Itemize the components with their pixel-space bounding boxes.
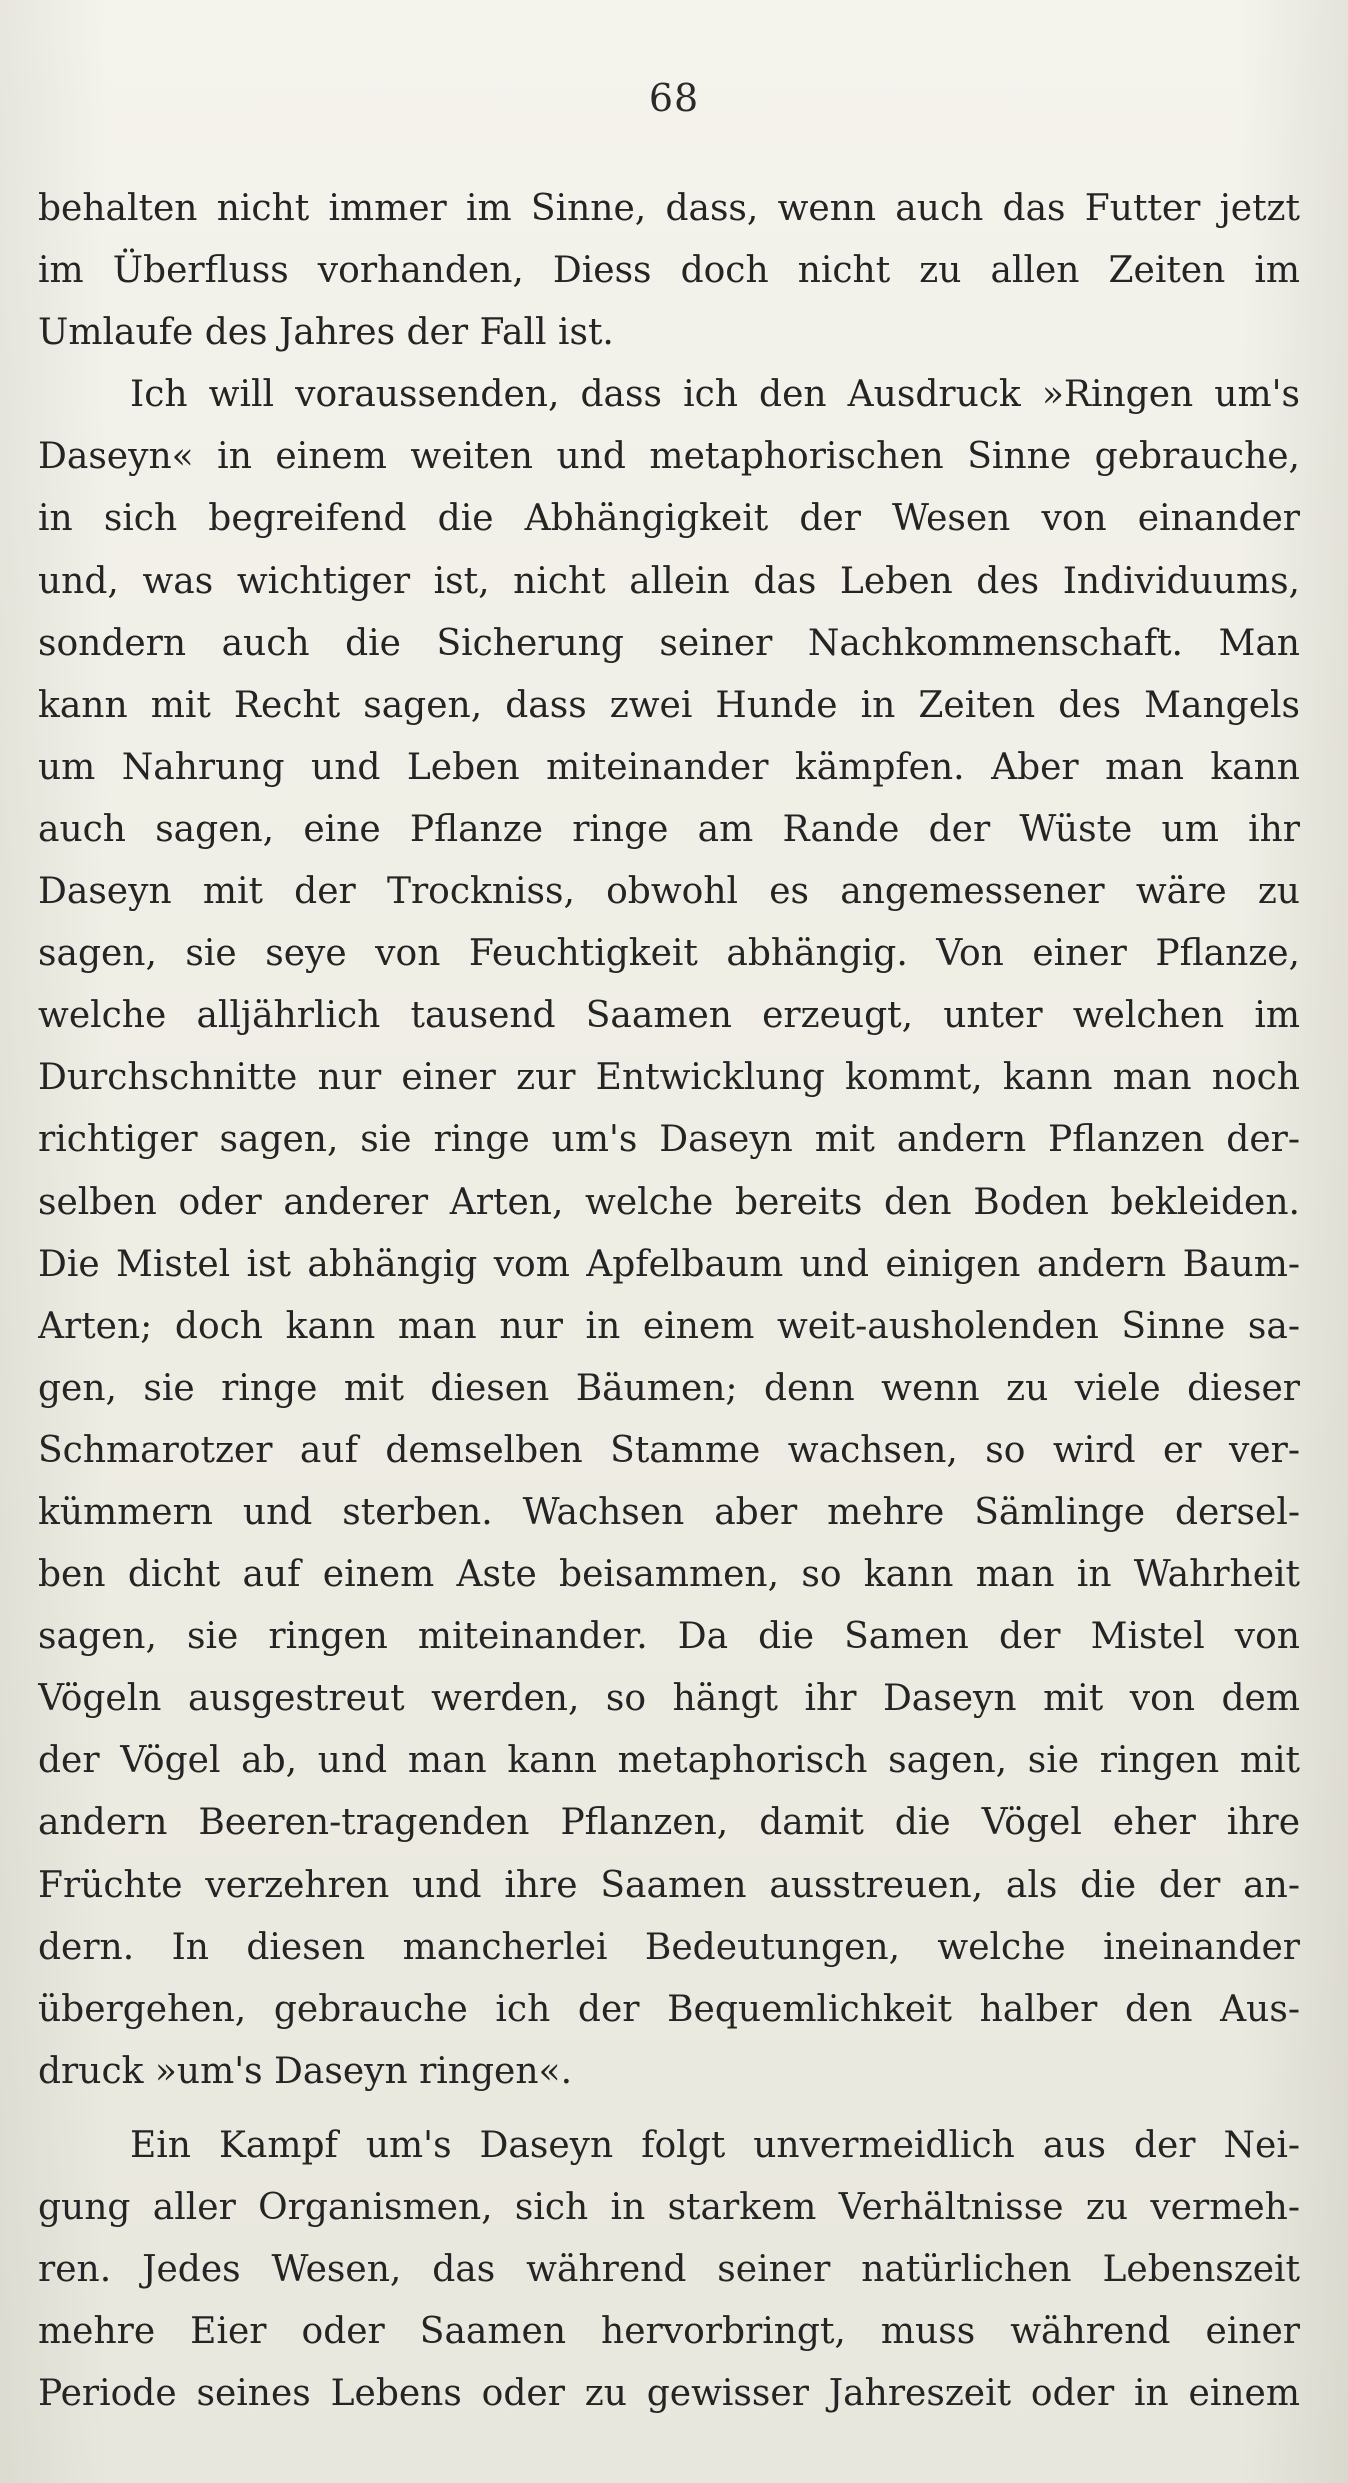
text-line: Periode seines Lebens oder zu gewisser Jahreszeit oder in einem	[38, 2373, 1300, 2415]
text-line: ren. Jedes Wesen, das während seiner natürlichen Lebenszeit	[38, 2249, 1300, 2291]
text-line: Daseyn« in einem weiten und metaphorischen Sinne gebrauche,	[38, 436, 1300, 478]
text-line: in sich begreifend die Abhängigkeit der Wesen von einander	[38, 498, 1300, 540]
text-line: Umlaufe des Jahres der Fall ist.	[38, 312, 614, 354]
paragraph-first-line: Ein Kampf um's Daseyn folgt unvermeidlich aus der Nei-	[130, 2124, 1300, 2166]
text-line: Durchschnitte nur einer zur Entwicklung kommt, kann man noch	[38, 1057, 1300, 1099]
text-line: auch sagen, eine Pflanze ringe am Rande der Wüste um ihr	[38, 808, 1300, 850]
text-line: gen, sie ringe mit diesen Bäumen; denn wenn zu viele dieser	[38, 1367, 1300, 1409]
text-line: um Nahrung und Leben miteinander kämpfen. Aber man kann	[38, 746, 1300, 788]
text-line: selben oder anderer Arten, welche bereits den Boden bekleiden.	[38, 1181, 1300, 1223]
text-line: gung aller Organismen, sich in starkem Verhältnisse zu vermeh-	[38, 2187, 1300, 2228]
text-line: sondern auch die Sicherung seiner Nachkommenschaft. Man	[38, 622, 1300, 664]
text-line: welche alljährlich tausend Saamen erzeugt, unter welchen im	[38, 995, 1300, 1037]
text-line: Daseyn mit der Trockniss, obwohl es angemessener wäre zu	[38, 871, 1300, 913]
text-line: übergehen, gebrauche ich der Bequemlichkeit halber den Aus-	[38, 1988, 1300, 2030]
text-line: und, was wichtiger ist, nicht allein das Leben des Individuums,	[38, 560, 1300, 602]
text-line: andern Beeren-tragenden Pflanzen, damit die Vögel eher ihre	[38, 1802, 1300, 1844]
text-line: kümmern und sterben. Wachsen aber mehre Sämlinge dersel-	[38, 1491, 1300, 1533]
text-line: richtiger sagen, sie ringe um's Daseyn mit andern Pflanzen der-	[38, 1119, 1300, 1161]
paragraph-first-line: Ich will voraussenden, dass ich den Ausdruck »Ringen um's	[130, 374, 1300, 416]
text-line: Vögeln ausgestreut werden, so hängt ihr Daseyn mit von dem	[38, 1678, 1300, 1720]
text-line: sagen, sie seye von Feuchtigkeit abhängig. Von einer Pflanze,	[38, 933, 1300, 975]
text-line: der Vögel ab, und man kann metaphorisch sagen, sie ringen mit	[38, 1740, 1300, 1782]
text-line: ben dicht auf einem Aste beisammen, so kann man in Wahrheit	[38, 1554, 1300, 1596]
text-line: mehre Eier oder Saamen hervorbringt, muss während einer	[38, 2311, 1300, 2353]
text-line: sagen, sie ringen miteinander. Da die Samen der Mistel von	[38, 1616, 1300, 1658]
body-text	[38, 178, 1300, 2425]
text-line: kann mit Recht sagen, dass zwei Hunde in Zeiten des Mangels	[38, 684, 1300, 726]
text-line: behalten nicht immer im Sinne, dass, wenn auch das Futter jetzt	[38, 188, 1300, 229]
text-line: Früchte verzehren und ihre Saamen ausstreuen, als die der an-	[38, 1864, 1300, 1906]
page-number: 68	[648, 76, 700, 120]
text-line: druck »um's Daseyn ringen«.	[38, 2050, 573, 2092]
text-line: dern. In diesen mancherlei Bedeutungen, welche ineinander	[38, 1926, 1300, 1968]
text-line: Schmarotzer auf demselben Stamme wachsen, so wird er ver-	[38, 1429, 1300, 1471]
text-line: Arten; doch kann man nur in einem weit-ausholenden Sinne sa-	[38, 1305, 1300, 1347]
text-line: Die Mistel ist abhängig vom Apfelbaum und einigen andern Baum-	[38, 1243, 1300, 1285]
text-line: im Überfluss vorhanden, Diess doch nicht zu allen Zeiten im	[38, 250, 1300, 292]
